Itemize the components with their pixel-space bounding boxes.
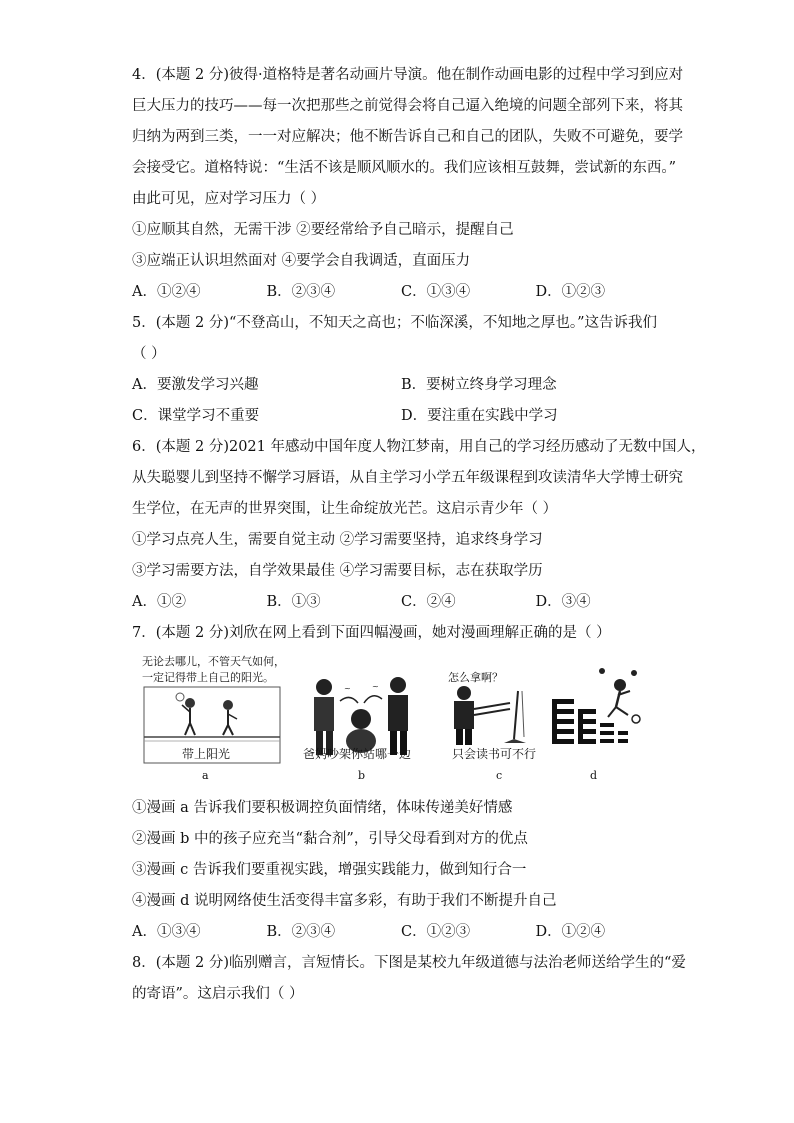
q4-option-b[interactable]: B．②③④ [266,284,336,300]
q4-option-c[interactable]: C．①③④ [401,284,471,300]
comic-c-caption: 只会读书可不行 [452,747,537,761]
q4-options [132,277,670,308]
comic-a-caption: 带上阳光 [182,747,231,761]
comic-b [300,653,422,793]
q7-option-c[interactable]: C．①②③ [401,924,471,940]
q8-stem-line: 8．(本题 2 分)临别赠言，言短情长。下图是某校九年级道德与法治老师送给学生的“爱 [132,955,686,971]
comic-a-text: 无论去哪儿，不管天气如何， [142,655,285,668]
comic-d-illustration [550,665,650,755]
comic-c-illustration [444,685,554,747]
q7-option-d[interactable]: D．①②④ [535,924,606,940]
q4-option-d[interactable]: D．①②③ [535,284,606,300]
comic-strip [132,653,670,793]
svg-text:~: ~ [372,682,379,691]
q6-stem-line: 从失聪婴儿到坚持不懈学习唇语，从自主学习小学五年级课程到攻读清华大学博士研究 [132,470,683,486]
comic-a [142,653,285,793]
q7-options [132,917,670,948]
q6-option-b[interactable]: B．①③ [266,594,321,610]
q7-option-b[interactable]: B．②③④ [266,924,336,940]
q5-option-d[interactable]: D．要注重在实践中学习 [401,408,558,424]
q6-stem-line: 6．(本题 2 分)2021 年感动中国年度人物江梦南，用自己的学习经历感动了无数中国人， [132,439,706,455]
comic-a-text: 一定记得带上自己的阳光。 [142,671,274,684]
q5-stem-line: 5．(本题 2 分)“不登高山，不知天之高也；不临深溪，不知地之厚也。”这告诉我们 [132,315,658,331]
q4-option-a[interactable]: A．①②④ [132,284,201,300]
question-4 [132,60,684,308]
q7-statement: ①漫画 a 告诉我们要积极调控负面情绪，体味传递美好情感 [132,800,513,816]
comic-d-label: d [590,769,598,782]
q6-option-d[interactable]: D．③④ [535,594,591,610]
comic-a-label: a [202,769,209,782]
question-5 [132,308,670,432]
comic-c [444,653,554,793]
svg-text:~: ~ [344,684,351,693]
q6-statement: ①学习点亮人生，需要自觉主动 ②学习需要坚持，追求终身学习 [132,532,543,548]
q4-stem-line: 4．(本题 2 分)彼得·道格特是著名动画片导演。他在制作动画电影的过程中学习到应对 [132,67,684,83]
q4-statement: ①应顺其自然，无需干涉 ②要经常给予自己暗示，提醒自己 [132,222,514,238]
q5-options-row-1 [132,370,670,401]
q6-options [132,587,670,618]
q4-statement: ③应端正认识坦然面对 ④要学会自我调适，直面压力 [132,253,471,269]
q7-statement: ④漫画 d 说明网络使生活变得丰富多彩，有助于我们不断提升自己 [132,893,557,909]
q7-statement: ③漫画 c 告诉我们要重视实践，增强实践能力，做到知行合一 [132,862,527,878]
exam-page [132,60,706,1010]
q5-stem-line: （ ） [132,346,166,362]
q6-option-c[interactable]: C．②④ [401,594,456,610]
comic-c-bubble: 怎么拿啊？ [448,671,503,684]
q4-stem-line: 巨大压力的技巧——每一次把那些之前觉得会将自己逼入绝境的问题全部列下来，将其 [132,98,683,114]
q5-option-a[interactable]: A．要激发学习兴趣 [132,377,259,393]
comic-d [550,653,650,793]
q5-options-row-2 [132,401,670,432]
q6-stem-line: 生学位，在无声的世界突围，让生命绽放光芒。这启示青少年（ ） [132,501,558,517]
q5-option-b[interactable]: B．要树立终身学习理念 [401,377,557,393]
q7-stem-line: 7．(本题 2 分)刘欣在网上看到下面四幅漫画，她对漫画理解正确的是（ ） [132,625,611,641]
question-7 [132,618,670,948]
q6-option-a[interactable]: A．①② [132,594,186,610]
q7-option-a[interactable]: A．①③④ [132,924,201,940]
q4-stem-line: 会接受它。道格特说：“生活不该是顺风顺水的。我们应该相互鼓舞，尝试新的东西。” [132,160,677,176]
q4-stem-line: 归纳为两到三类，一一对应解决；他不断告诉自己和自己的团队，失败不可避免，要学 [132,129,683,145]
q8-stem-line: 的寄语”。这启示我们（ ） [132,986,304,1002]
question-8 [132,948,686,1010]
q5-option-c[interactable]: C．课堂学习不重要 [132,408,260,424]
question-6 [132,432,706,618]
q7-statement: ②漫画 b 中的孩子应充当“黏合剂”，引导父母看到对方的优点 [132,831,528,847]
q6-statement: ③学习需要方法，自学效果最佳 ④学习需要目标，志在获取学历 [132,563,543,579]
comic-c-label: c [496,769,503,782]
comic-b-label: b [358,769,366,782]
comic-b-caption: 爸妈吵架你站哪一边 [303,747,412,761]
q4-stem-line: 由此可见，应对学习压力（ ） [132,191,326,207]
